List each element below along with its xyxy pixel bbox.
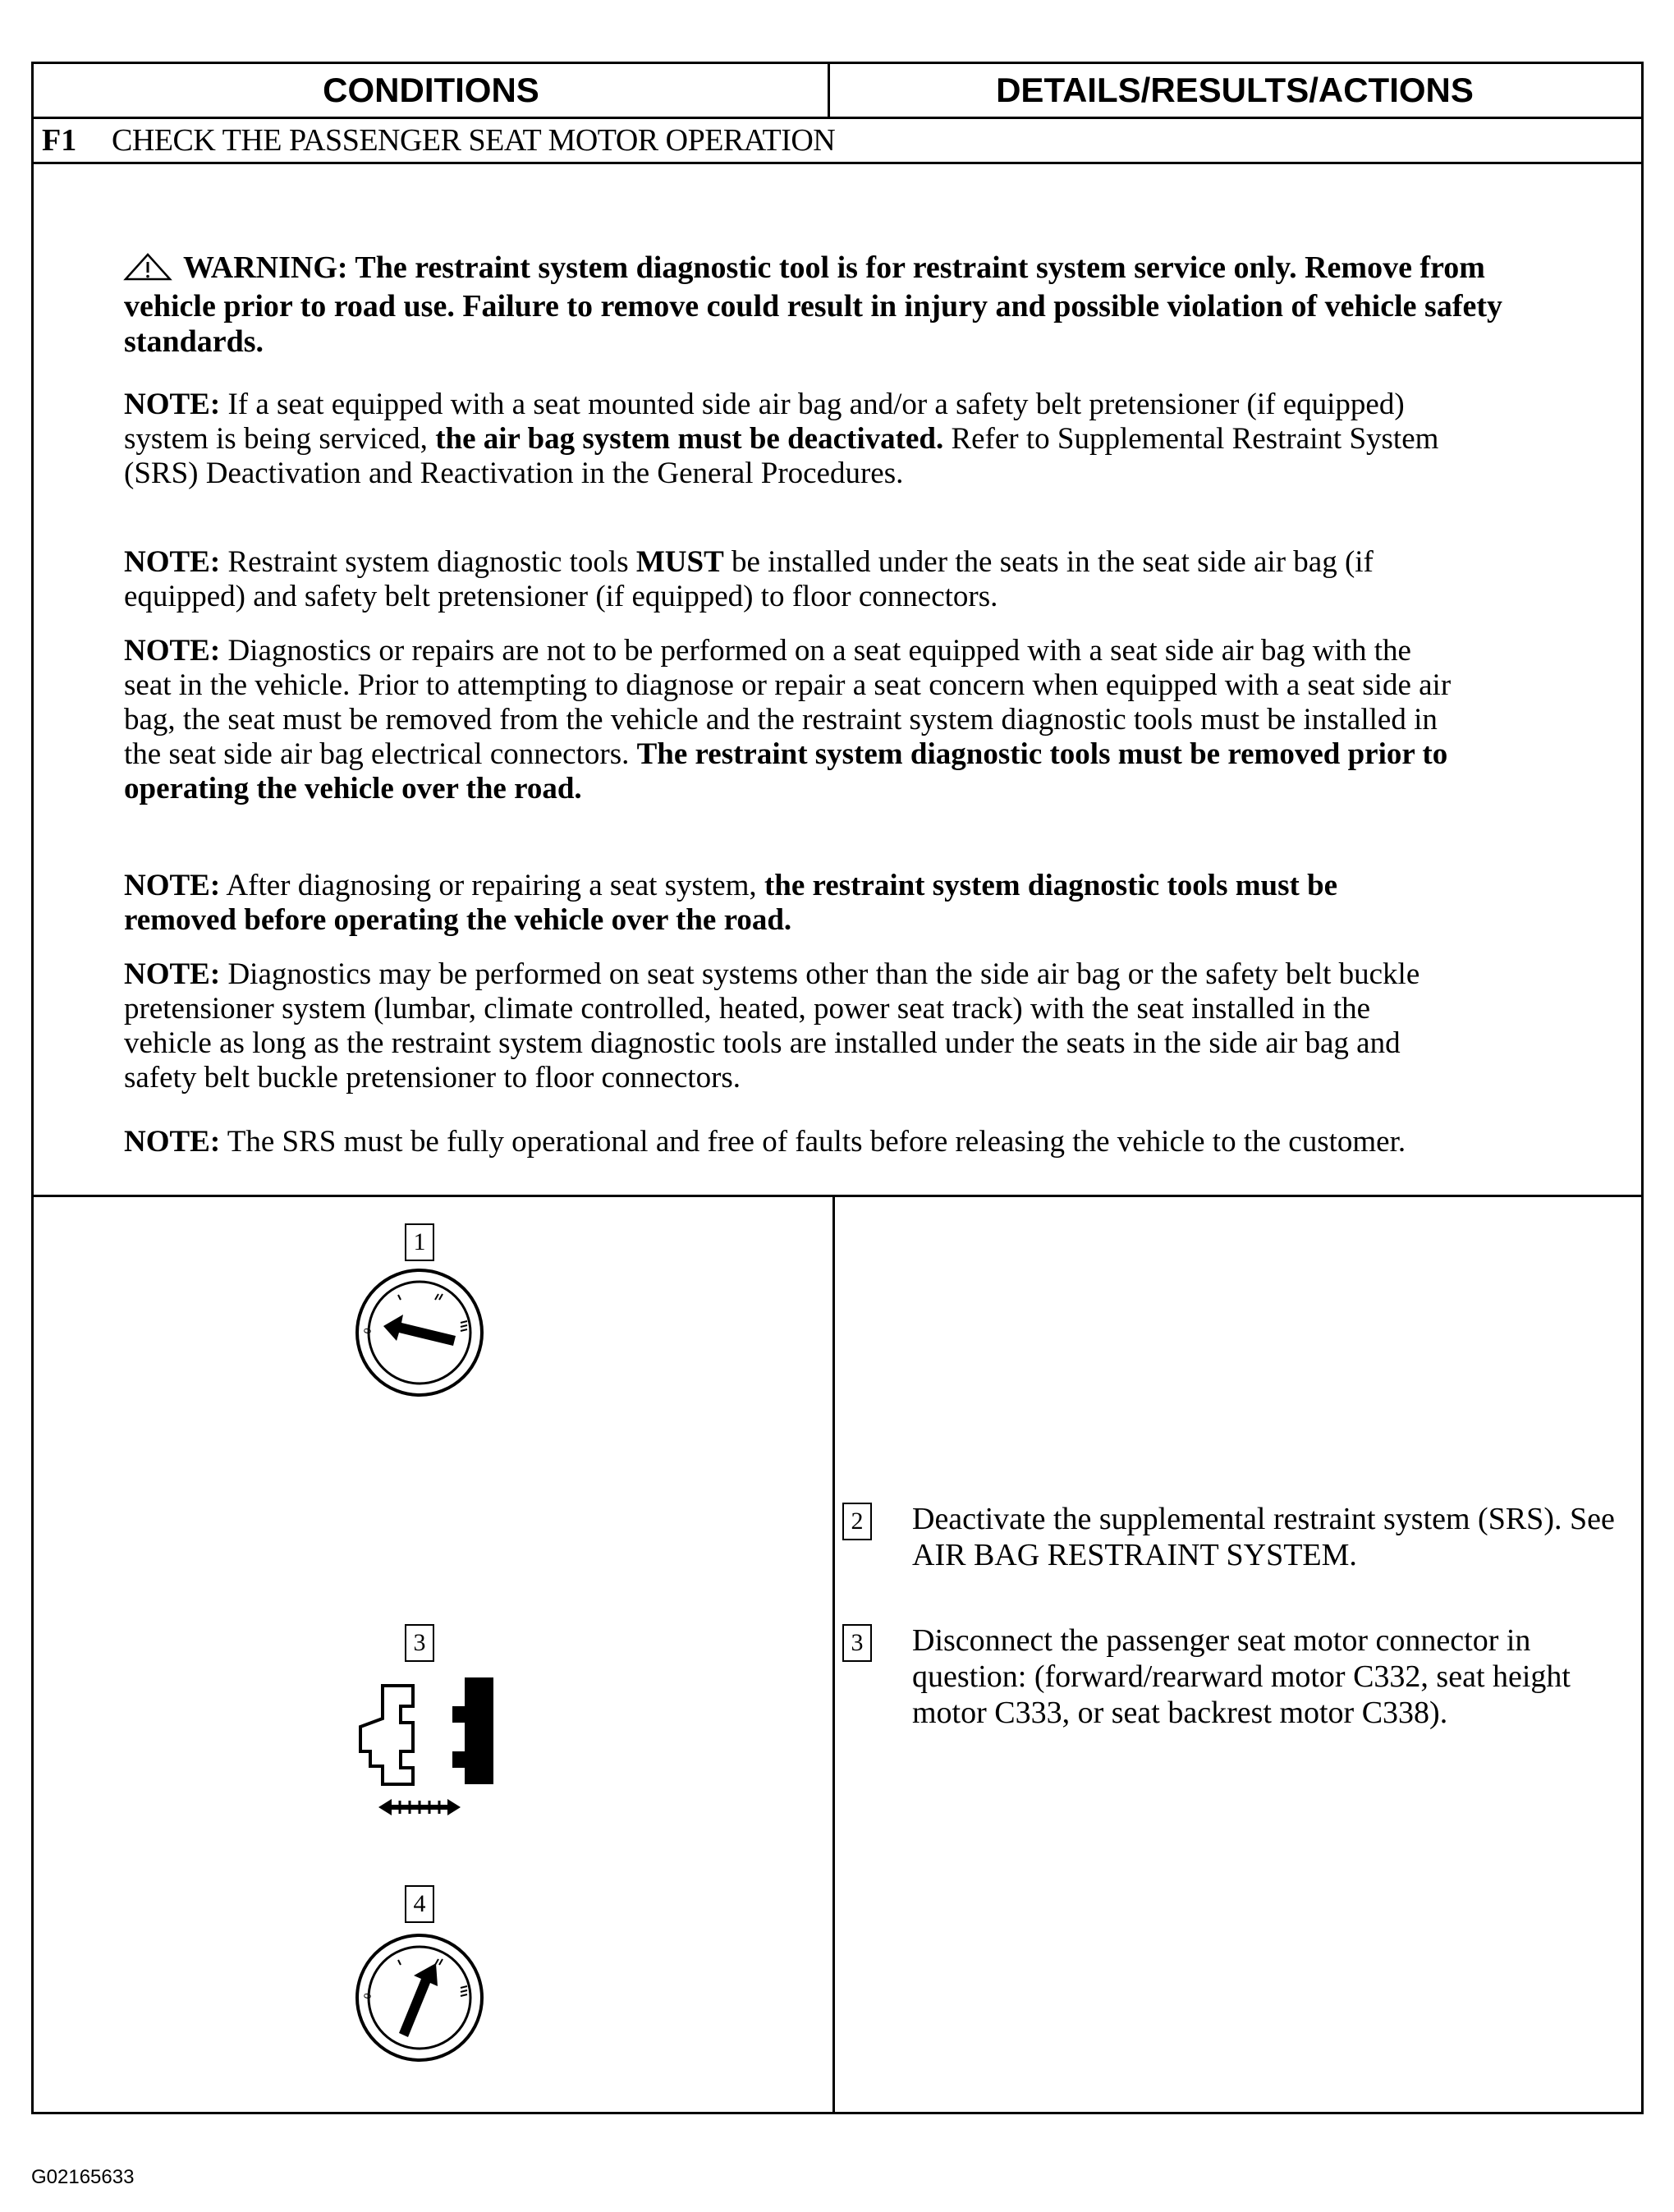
note-text: Refer to Supplemental Restraint System (SRS) Deactivation and Reactivation in the General Procedures. [124, 422, 1439, 490]
figure-code: G02165633 [31, 2166, 135, 2188]
note-text: Diagnostics or repairs are not to be performed on a seat equipped with a seat side air bag with the seat in the vehicle. Prior to attempting to diagnose or repair a seat concern when equipped with a seat side air bag, the seat must be removed from the vehicle and the restraint system diagnostic tools must be installed in the seat side air bag electrical connectors. [124, 634, 1452, 771]
action-step-3: Disconnect the passenger seat motor connector in question: (forward/rearward motor C332, seat height motor C333, or seat backrest motor C338). [912, 1623, 1571, 1730]
note-4 [124, 869, 1454, 938]
note-6 [124, 1125, 1454, 1159]
note-5 [124, 957, 1454, 1095]
note-text: The SRS must be fully operational and free of faults before releasing the vehicle to the customer. [220, 1125, 1406, 1159]
ignition-key-off-icon [354, 1267, 485, 1398]
step-id: F1 [42, 123, 77, 158]
note-label: NOTE: [124, 634, 221, 668]
note-text: If a seat equipped with a seat mounted side air bag and/or a safety belt pretensioner (if equipped) system is being serviced, [124, 388, 1405, 456]
note-label: NOTE: [124, 388, 221, 421]
note-3 [124, 634, 1454, 806]
note-bold-text: The restraint system diagnostic tools must be removed prior to operating the vehicle over the road. [124, 737, 1448, 805]
step-title: CHECK THE PASSENGER SEAT MOTOR OPERATION [112, 123, 836, 158]
note-2 [124, 545, 1454, 614]
note-label: NOTE: [124, 957, 221, 991]
procedure-table [31, 62, 1644, 2114]
warning-triangle-icon [124, 253, 172, 289]
note-text: Diagnostics may be performed on seat systems other than the side air bag or the safety belt buckle pretensioner system (lumbar, climate controlled, heated, power seat track) with the seat installed in the vehicle as long as the restraint system diagnostic tools are installed under the seats in the side air bag and safety belt buckle pretensioner to floor connectors. [124, 957, 1420, 1095]
conditions-header: CONDITIONS [323, 71, 539, 109]
connector-disconnect-icon [337, 1669, 510, 1833]
svg-text:0: 0 [361, 1992, 374, 2000]
note-label: NOTE: [124, 869, 221, 902]
action-step-2: Deactivate the supplemental restraint system (SRS). See AIR BAG RESTRAINT SYSTEM. [912, 1502, 1615, 1572]
step-number-box: 1 [405, 1223, 434, 1261]
note-text: Restraint system diagnostic tools [220, 545, 636, 579]
step-number-box: 2 [842, 1503, 872, 1540]
note-label: NOTE: [124, 1125, 221, 1159]
step-row [34, 119, 1641, 162]
note-bold-text: the restraint system diagnostic tools must be removed before operating the vehicle over the road. [124, 869, 1338, 937]
warning-text: WARNING: The restraint system diagnostic tool is for restraint system service only. Remove from vehicle prior to road use. Failure to remove could result in injury and possible violation of vehicle safety standards. [124, 250, 1502, 359]
note-bold-text: the air bag system must be deactivated. [435, 422, 944, 456]
svg-text:0: 0 [361, 1327, 374, 1335]
note-bold-text: MUST [635, 545, 724, 579]
note-text: After diagnosing or repairing a seat system, [220, 869, 764, 902]
details-header: DETAILS/RESULTS/ACTIONS [996, 71, 1474, 109]
step-number-box: 3 [405, 1624, 434, 1662]
notes-rule [34, 1195, 1641, 1197]
note-label: NOTE: [124, 545, 221, 579]
note-1 [124, 388, 1454, 491]
warnings-notes-section [34, 164, 1641, 1195]
note-text: be installed under the seats in the seat side air bag (if equipped) and safety belt pretensioner (if equipped) to floor connectors. [124, 545, 1374, 613]
ignition-key-on-icon [354, 1932, 485, 2063]
step-number-box: 4 [405, 1885, 434, 1923]
step-number-box: 3 [842, 1624, 872, 1662]
warning-block [124, 250, 1569, 360]
column-divider [832, 1195, 835, 2112]
